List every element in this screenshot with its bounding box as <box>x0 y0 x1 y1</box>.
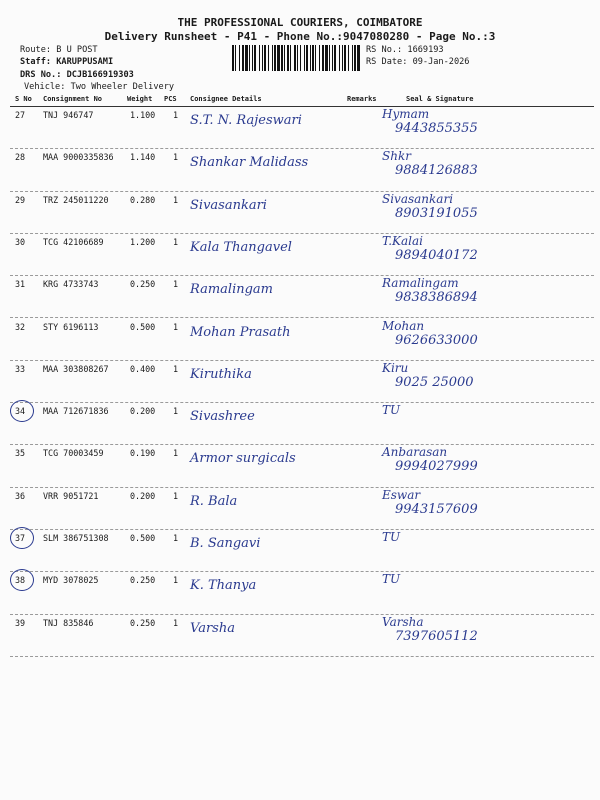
row-sno: 29 <box>15 194 26 205</box>
barcode-bar <box>319 45 320 71</box>
table-row <box>10 403 594 445</box>
row-weight: 0.190 <box>130 448 156 459</box>
row-consignment: TRZ 245011220 <box>43 194 109 205</box>
row-phone: 9884126883 <box>395 163 478 179</box>
barcode-bar <box>322 45 324 71</box>
barcode-icon <box>232 45 360 71</box>
row-sno: 38 <box>15 575 26 586</box>
row-signature: Varsha <box>382 614 424 629</box>
table-row <box>10 361 594 403</box>
row-sno: 28 <box>15 152 26 163</box>
barcode-bar <box>306 45 308 71</box>
row-consignee-name: S.T. N. Rajeswari <box>190 113 302 128</box>
row-signature: Eswar <box>382 487 421 502</box>
route-label: Route: B U POST <box>20 45 98 55</box>
vehicle-label: Vehicle: Two Wheeler Delivery <box>24 82 175 92</box>
row-pcs: 1 <box>173 533 179 543</box>
row-weight: 1.200 <box>130 236 156 247</box>
row-consignee-name: Sivashree <box>190 409 255 425</box>
row-weight: 0.200 <box>130 490 156 501</box>
table-row <box>10 530 594 572</box>
table-row <box>10 107 594 149</box>
row-pcs: 1 <box>173 448 179 459</box>
row-pcs: 1 <box>173 321 179 332</box>
barcode-bar <box>239 45 240 71</box>
row-pcs: 1 <box>173 152 179 163</box>
row-signature: TU <box>382 572 401 587</box>
page-title: THE PROFESSIONAL COURIERS, COIMBATORE <box>177 16 423 29</box>
row-pcs: 1 <box>173 279 179 290</box>
barcode-bar <box>339 45 340 71</box>
row-divider <box>10 656 594 657</box>
barcode-bar <box>242 45 244 71</box>
barcode-bar <box>274 45 276 71</box>
row-phone: 9626633000 <box>395 332 478 348</box>
row-signature: Kiru <box>382 360 409 375</box>
row-signature: T.Kalai <box>382 233 424 248</box>
row-signature: Hymam <box>382 107 430 121</box>
row-signature: TU <box>382 530 401 544</box>
row-sno: 39 <box>15 617 26 628</box>
barcode-bar <box>300 45 301 71</box>
row-weight: 0.500 <box>130 533 156 543</box>
barcode-bar <box>287 45 289 71</box>
row-consignee-name: B. Sangavi <box>190 536 261 551</box>
barcode-bar <box>281 45 283 71</box>
row-sno: 27 <box>15 110 26 120</box>
row-signature: Ramalingam <box>382 276 459 291</box>
row-consignee-name: K. Thanya <box>190 578 257 594</box>
barcode-bar <box>354 45 356 71</box>
row-sno: 31 <box>15 279 26 290</box>
row-consignee-name: Mohan Prasath <box>190 324 291 340</box>
page-subtitle: Delivery Runsheet - P41 - Phone No.:9047080280 - Page No.:3 <box>104 30 496 43</box>
barcode-bar <box>249 45 250 71</box>
barcode-bar <box>325 45 328 71</box>
barcode-bar <box>294 45 296 71</box>
col-consignment: Consignment No <box>43 95 103 103</box>
barcode-bar <box>332 45 333 71</box>
barcode-bar <box>344 45 346 71</box>
barcode-bar <box>268 45 269 71</box>
barcode-bar <box>259 45 260 71</box>
row-pcs: 1 <box>173 194 179 205</box>
table-row <box>10 192 594 234</box>
row-signature: TU <box>382 403 401 418</box>
row-signature: Sivasankari <box>382 191 454 206</box>
row-consignee-name: Varsha <box>190 620 235 636</box>
row-consignee-name: Kiruthika <box>190 366 252 382</box>
col-pcs: PCS <box>164 95 177 103</box>
col-seal-signature: Seal & Signature <box>406 95 474 103</box>
barcode-bar <box>315 45 316 71</box>
barcode-bar <box>262 45 263 71</box>
row-sno: 33 <box>15 363 26 374</box>
row-signature: Shkr <box>382 149 411 164</box>
row-weight: 0.250 <box>130 617 156 628</box>
barcode-bar <box>277 45 280 71</box>
barcode-bar <box>252 45 253 71</box>
row-weight: 0.280 <box>130 194 156 205</box>
row-sno: 35 <box>15 448 26 459</box>
row-sno: 37 <box>15 533 26 543</box>
row-pcs: 1 <box>173 406 179 417</box>
row-phone: 9025 25000 <box>395 374 474 390</box>
table-row <box>10 572 594 614</box>
barcode-bar <box>357 45 360 71</box>
row-pcs: 1 <box>173 617 179 628</box>
row-sno: 36 <box>15 490 26 501</box>
row-pcs: 1 <box>173 110 179 120</box>
barcode-bar <box>310 45 311 71</box>
col-weight: Weight <box>127 95 153 103</box>
row-phone: 8903191055 <box>395 205 478 221</box>
barcode-bar <box>334 45 336 71</box>
barcode-bar <box>342 45 343 71</box>
row-weight: 0.200 <box>130 406 156 417</box>
row-pcs: 1 <box>173 490 179 501</box>
barcode-bar <box>312 45 314 71</box>
row-weight: 0.500 <box>130 321 156 332</box>
row-pcs: 1 <box>173 236 179 247</box>
rs-date: RS Date: 09-Jan-2026 <box>366 57 470 67</box>
row-weight: 0.250 <box>130 575 156 586</box>
row-consignee-name: Sivasankari <box>190 197 267 213</box>
barcode-bar <box>284 45 285 71</box>
table-row <box>10 276 594 318</box>
row-signature: Anbarasan <box>382 445 448 460</box>
row-pcs: 1 <box>173 575 179 586</box>
barcode-bar <box>254 45 256 71</box>
row-weight: 1.140 <box>130 152 156 163</box>
barcode-bar <box>235 45 236 71</box>
col-sno: S No <box>15 95 32 103</box>
col-remarks: Remarks <box>347 95 377 103</box>
row-sno: 34 <box>15 406 26 417</box>
row-consignment: MAA 712671836 <box>43 406 109 417</box>
row-phone: 9943157609 <box>395 501 478 517</box>
rs-number: RS No.: 1669193 <box>366 45 444 55</box>
row-consignment: MYD 3078025 <box>43 575 99 586</box>
row-consignment: VRR 9051721 <box>43 490 99 501</box>
row-weight: 0.250 <box>130 279 156 290</box>
drs-number: DRS No.: DCJB166919303 <box>20 70 134 80</box>
row-phone: 9894040172 <box>395 247 478 263</box>
row-phone: 7397605112 <box>395 628 478 644</box>
row-phone: 9838386894 <box>395 290 478 306</box>
row-consignee-name: Kala Thangavel <box>190 239 292 255</box>
row-phone: 9443855355 <box>395 121 478 136</box>
row-weight: 1.100 <box>130 110 156 120</box>
row-sno: 30 <box>15 236 26 247</box>
barcode-bar <box>264 45 266 71</box>
table-row <box>10 319 594 361</box>
barcode-bar <box>245 45 248 71</box>
row-consignment: TNJ 835846 <box>43 617 94 628</box>
col-consignee: Consignee Details <box>190 95 262 103</box>
barcode-bar <box>329 45 330 71</box>
row-consignment: STY 6196113 <box>43 321 99 332</box>
row-pcs: 1 <box>173 363 179 374</box>
row-consignment: MAA 303808267 <box>43 363 109 374</box>
table-row <box>10 445 594 487</box>
row-consignment: TCG 70003459 <box>43 448 104 459</box>
barcode-bar <box>232 45 234 71</box>
table-row <box>10 149 594 191</box>
row-consignment: TCG 42106689 <box>43 236 104 247</box>
table-row <box>10 615 594 657</box>
barcode-bar <box>290 45 291 71</box>
row-consignee-name: Shankar Malidass <box>190 155 309 171</box>
row-consignee-name: Ramalingam <box>190 282 274 298</box>
barcode-bar <box>352 45 353 71</box>
row-consignment: SLM 386751308 <box>43 533 109 543</box>
row-consignee-name: R. Bala <box>190 493 238 509</box>
staff-label: Staff: KARUPPUSAMI <box>20 57 114 67</box>
barcode-bar <box>348 45 349 71</box>
row-consignee-name: Armor surgicals <box>190 451 296 467</box>
table-row <box>10 488 594 530</box>
barcode-bar <box>304 45 305 71</box>
table-row <box>10 234 594 276</box>
barcode-bar <box>297 45 298 71</box>
barcode-bar <box>272 45 273 71</box>
row-consignment: TNJ 946747 <box>43 110 94 120</box>
row-sno: 32 <box>15 321 26 332</box>
row-phone: 9994027999 <box>395 459 478 475</box>
row-signature: Mohan <box>382 318 425 333</box>
row-consignment: KRG 4733743 <box>43 279 99 290</box>
row-consignment: MAA 9000335836 <box>43 152 114 163</box>
row-weight: 0.400 <box>130 363 156 374</box>
